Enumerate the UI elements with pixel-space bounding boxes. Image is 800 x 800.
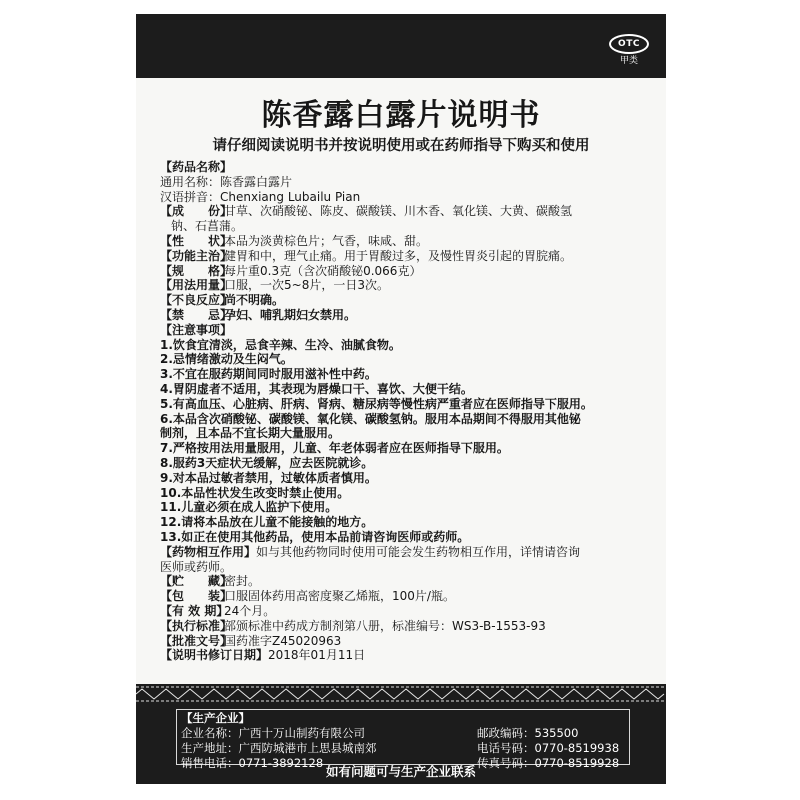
precaution-item: 3.不宜在服药期间同时服用滋补性中药。 (160, 367, 377, 382)
validity-value: 24个月。 (224, 603, 276, 618)
interactions-value: 如与其他药物同时使用可能会发生药物相互作用，详情请咨询 (256, 544, 581, 559)
indications-label: 【功能主治】 (160, 248, 233, 263)
revision-value: 2018年01月11日 (268, 648, 366, 663)
manufacturer-name: 企业名称：广西十万山制药有限公司 (181, 726, 365, 740)
generic-name-value: 陈香露白露片 (220, 174, 293, 189)
adverse-value: 尚不明确。 (224, 293, 285, 308)
storage-value: 密封。 (224, 574, 261, 589)
dosage-label: 【用法用量】 (160, 278, 233, 293)
precautions-header: 【注意事项】 (160, 322, 233, 337)
ornament-pattern (136, 684, 666, 704)
revision-label: 【说明书修订日期】 (160, 648, 269, 663)
otc-class: 甲类 (619, 56, 638, 66)
ingredients-value: 甘草、次硝酸铋、陈皮、碳酸镁、川木香、氧化镁、大黄、碳酸氢 (224, 204, 573, 219)
precaution-item: 13.如正在使用其他药品，使用本品前请咨询医师或药师。 (160, 529, 470, 544)
ingredients-value-cont: 钠、石菖蒲。 (171, 219, 244, 234)
precaution-item: 8.服药3天症状无缓解，应去医院就诊。 (160, 455, 374, 470)
fax-number: 传真号码：0770-8519928 (477, 756, 620, 770)
sales-phone: 销售电话：0771-3892128 (181, 756, 324, 770)
storage-label: 【贮 藏】 (160, 574, 233, 589)
precaution-item: 1.饮食宜清淡，忌食辛辣、生冷、油腻食物。 (160, 337, 401, 352)
postal-code: 邮政编码：535500 (477, 726, 579, 740)
package-label: 【包 装】 (160, 589, 233, 604)
contact-note: 如有问题可与生产企业联系 (325, 764, 476, 779)
manufacturer-header: 【生产企业】 (181, 711, 250, 725)
standard-label: 【执行标准】 (160, 618, 233, 633)
standard-value: 部颁标准中药成方制剂第八册，标准编号：WS3-B-1553-93 (224, 618, 546, 633)
validity-label: 【有 效 期】 (160, 603, 229, 618)
decorative-border (136, 684, 666, 704)
precaution-item: 2.忌情绪激动及生闷气。 (160, 352, 293, 367)
approval-label: 【批准文号】 (160, 633, 233, 648)
manufacturer-box (176, 709, 630, 770)
pinyin-label: 汉语拼音： (160, 189, 221, 204)
manufacturer-address: 生产地址：广西防城港市上思县城南郊 (181, 741, 377, 755)
package-value: 口服固体药用高密度聚乙烯瓶，100片/瓶。 (224, 589, 455, 604)
document-title: 陈香露白露片说明书 (261, 98, 541, 133)
precaution-item: 12.请将本品放在儿童不能接触的地方。 (160, 515, 374, 530)
specification-label: 【规 格】 (160, 263, 233, 278)
ingredients-label: 【成 份】 (160, 204, 233, 219)
precaution-item: 10.本品性状发生改变时禁止使用。 (160, 485, 350, 500)
instruction-leaflet (136, 14, 666, 784)
specification-value: 每片重0.3克（含次硝酸铋0.066克） (224, 263, 422, 278)
indications-value: 健胃和中，理气止痛。用于胃酸过多，及慢性胃炎引起的胃脘痛。 (224, 248, 573, 263)
approval-value: 国药准字Z45020963 (224, 633, 342, 648)
appearance-value: 本品为淡黄棕色片；气香，味咸、甜。 (224, 233, 429, 248)
precaution-item: 11.儿童必须在成人监护下使用。 (160, 500, 338, 515)
precaution-item: 5.有高血压、心脏病、肝病、肾病、糖尿病等慢性病严重者应在医师指导下服用。 (160, 396, 593, 411)
generic-name-label: 通用名称： (160, 174, 221, 189)
contraindications-label: 【禁 忌】 (160, 307, 233, 322)
precaution-item: 制剂，且本品不宜长期大量服用。 (160, 426, 341, 441)
usage-notice: 请仔细阅读说明书并按说明使用或在药师指导下购买和使用 (212, 138, 590, 154)
dosage-value: 口服，一次5~8片，一日3次。 (224, 278, 389, 293)
otc-badge (608, 34, 650, 68)
contraindications-value: 孕妇、哺乳期妇女禁用。 (224, 307, 357, 322)
precaution-item: 7.严格按用法用量服用，儿童、年老体弱者应在医师指导下服用。 (160, 441, 509, 456)
manufacturer-footer (136, 704, 666, 784)
appearance-label: 【性 状】 (160, 233, 233, 248)
leaflet-body (160, 160, 644, 663)
precaution-item: 6.本品含次硝酸铋、碳酸镁、氧化镁、碳酸氢钠。服用本品期间不得服用其他铋 (160, 411, 581, 426)
precaution-item: 9.对本品过敏者禁用，过敏体质者慎用。 (160, 470, 377, 485)
adverse-label: 【不良反应】 (160, 293, 233, 308)
pinyin-value: Chenxiang Lubailu Pian (220, 189, 361, 204)
interactions-label: 【药物相互作用】 (160, 544, 257, 559)
drug-name-header: 【药品名称】 (160, 160, 233, 174)
phone-number: 电话号码：0770-8519938 (477, 741, 620, 755)
otc-label: OTC (609, 34, 649, 54)
precaution-item: 4.胃阴虚者不适用，其表现为唇燥口干、喜饮、大便干结。 (160, 381, 473, 396)
header-band (136, 14, 666, 78)
interactions-value-cont: 医师或药师。 (160, 559, 233, 574)
